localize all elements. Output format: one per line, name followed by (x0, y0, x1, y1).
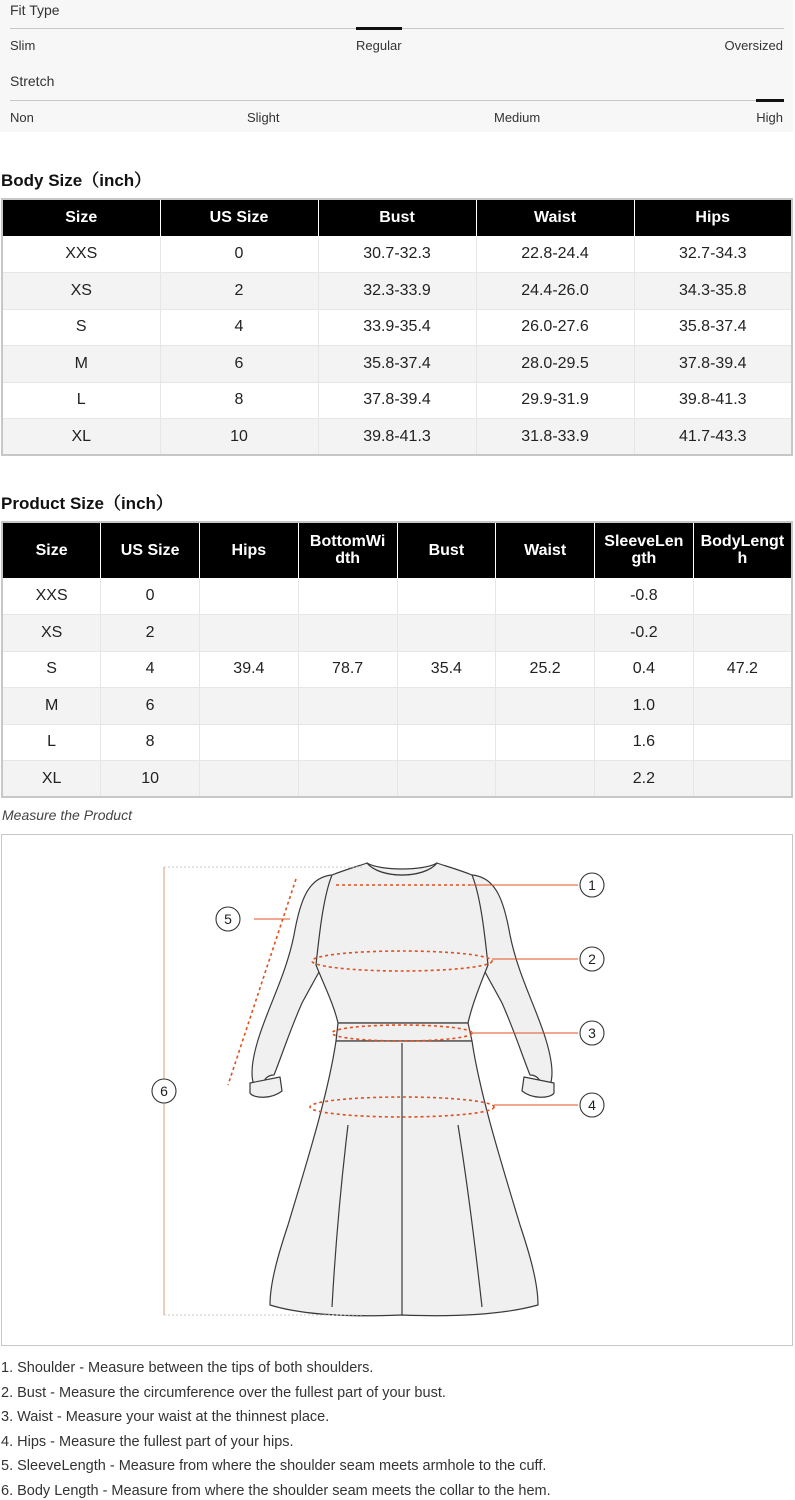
table-row (2, 724, 792, 761)
cell-us-size: 6 (101, 688, 200, 725)
table-row (2, 615, 792, 652)
cell-sleeve-length: 1.0 (595, 688, 694, 725)
marker-1-label: 1 (588, 877, 596, 893)
cell-waist: 26.0-27.6 (476, 309, 634, 346)
cell-hips: 34.3-35.8 (634, 273, 792, 310)
instruction-shoulder: 1. Shoulder - Measure between the tips of both shoulders. (1, 1360, 374, 1376)
cell-size: M (2, 688, 101, 725)
marker-2-label: 2 (588, 951, 596, 967)
cell-body-length (693, 578, 792, 615)
instruction-sleeve-length: 5. SleeveLength - Measure from where the shoulder seam meets armhole to the cuff. (1, 1458, 547, 1474)
cell-sleeve-length: -0.8 (595, 578, 694, 615)
cell-waist: 28.0-29.5 (476, 346, 634, 383)
header-us-size: US Size (101, 522, 200, 578)
header-us-size: US Size (160, 199, 318, 236)
cell-size: XS (2, 615, 101, 652)
table-row (2, 309, 792, 346)
stretch-indicator (756, 99, 784, 102)
body-size-table (1, 198, 793, 456)
cell-bottom-width (298, 761, 397, 798)
cell-bottom-width: 78.7 (298, 651, 397, 688)
cell-bust (397, 724, 496, 761)
cell-us-size: 0 (160, 236, 318, 273)
cell-waist: 29.9-31.9 (476, 382, 634, 419)
bodice (316, 863, 488, 1023)
header-sleeve-length: SleeveLen gth (595, 522, 694, 578)
cell-hips (200, 724, 299, 761)
measurement-diagram (1, 834, 793, 1346)
instruction-body-length: 6. Body Length - Measure from where the shoulder seam meets the collar to the hem. (1, 1482, 551, 1499)
stretch-option-slight: Slight (247, 110, 280, 125)
cell-size: S (2, 651, 101, 688)
cell-size: XXS (2, 578, 101, 615)
cell-us-size: 0 (101, 578, 200, 615)
fit-panel (0, 0, 793, 132)
cell-us-size: 4 (101, 651, 200, 688)
table-row (2, 346, 792, 383)
cell-bottom-width (298, 615, 397, 652)
skirt (270, 1041, 538, 1316)
cell-hips (200, 688, 299, 725)
fit-type-option-oversized: Oversized (724, 38, 783, 53)
cell-us-size: 4 (160, 309, 318, 346)
cell-size: L (2, 724, 101, 761)
stretch-option-non: Non (10, 110, 34, 125)
cell-waist (496, 578, 595, 615)
cell-bust: 35.4 (397, 651, 496, 688)
marker-3-label: 3 (588, 1025, 596, 1041)
cell-size: L (2, 382, 160, 419)
fit-type-option-regular: Regular (356, 38, 402, 53)
header-bust: Bust (318, 199, 476, 236)
cell-waist: 31.8-33.9 (476, 419, 634, 456)
cell-us-size: 10 (160, 419, 318, 456)
cell-size: XL (2, 761, 101, 798)
cell-us-size: 2 (101, 615, 200, 652)
cell-us-size: 6 (160, 346, 318, 383)
cell-bust: 30.7-32.3 (318, 236, 476, 273)
cell-bust: 32.3-33.9 (318, 273, 476, 310)
cell-size: S (2, 309, 160, 346)
product-size-table (1, 521, 793, 798)
cell-waist (496, 761, 595, 798)
cell-hips: 41.7-43.3 (634, 419, 792, 456)
dress-illustration (2, 835, 794, 1347)
cell-hips: 35.8-37.4 (634, 309, 792, 346)
header-waist: Waist (496, 522, 595, 578)
header-size: Size (2, 199, 160, 236)
cell-us-size: 10 (101, 761, 200, 798)
cell-waist: 22.8-24.4 (476, 236, 634, 273)
table-row (2, 273, 792, 310)
measurement-instructions (1, 1358, 793, 1500)
header-waist: Waist (476, 199, 634, 236)
fit-type-option-slim: Slim (10, 38, 36, 53)
cell-us-size: 8 (160, 382, 318, 419)
table-row (2, 419, 792, 456)
cell-bust: 39.8-41.3 (318, 419, 476, 456)
fit-type-title: Fit Type (10, 2, 60, 18)
cell-bust (397, 615, 496, 652)
stretch-track (10, 100, 784, 101)
header-bottom-width: BottomWi dth (298, 522, 397, 578)
cell-size: M (2, 346, 160, 383)
cell-waist (496, 615, 595, 652)
product-size-header-row (2, 522, 792, 578)
cell-bust: 35.8-37.4 (318, 346, 476, 383)
body-size-header-row (2, 199, 792, 236)
cell-bust (397, 578, 496, 615)
cell-body-length (693, 688, 792, 725)
cell-size: XXS (2, 236, 160, 273)
body-size-title: Body Size（inch） (1, 171, 152, 190)
cell-us-size: 2 (160, 273, 318, 310)
cell-hips (200, 761, 299, 798)
marker-5-label: 5 (224, 911, 232, 927)
stretch-option-medium: Medium (494, 110, 541, 125)
cell-size: XL (2, 419, 160, 456)
cell-body-length (693, 724, 792, 761)
cell-body-length (693, 761, 792, 798)
cell-bust: 37.8-39.4 (318, 382, 476, 419)
table-row (2, 578, 792, 615)
cell-bottom-width (298, 578, 397, 615)
cell-us-size: 8 (101, 724, 200, 761)
cell-size: XS (2, 273, 160, 310)
cell-waist: 24.4-26.0 (476, 273, 634, 310)
cell-sleeve-length: 0.4 (595, 651, 694, 688)
instruction-bust: 2. Bust - Measure the circumference over the fullest part of your bust. (1, 1384, 446, 1401)
cell-waist (496, 724, 595, 761)
fit-type-indicator (356, 27, 402, 30)
cell-sleeve-length: -0.2 (595, 615, 694, 652)
header-size: Size (2, 522, 101, 578)
cell-waist: 25.2 (496, 651, 595, 688)
header-bust: Bust (397, 522, 496, 578)
cell-sleeve-length: 2.2 (595, 761, 694, 798)
table-row (2, 761, 792, 798)
instruction-waist: 3. Waist - Measure your waist at the thinnest place. (1, 1409, 330, 1425)
table-row (2, 688, 792, 725)
table-row (2, 236, 792, 273)
cell-bottom-width (298, 724, 397, 761)
stretch-title: Stretch (10, 73, 55, 89)
cell-hips (200, 615, 299, 652)
stretch-option-high: High (756, 110, 783, 125)
cell-hips: 39.4 (200, 651, 299, 688)
cell-bottom-width (298, 688, 397, 725)
table-row (2, 382, 792, 419)
cell-body-length: 47.2 (693, 651, 792, 688)
instruction-hips: 4. Hips - Measure the fullest part of your hips. (1, 1433, 294, 1450)
cell-bust: 33.9-35.4 (318, 309, 476, 346)
header-body-length: BodyLengt h (693, 522, 792, 578)
cell-bust (397, 761, 496, 798)
cell-hips: 37.8-39.4 (634, 346, 792, 383)
header-hips: Hips (634, 199, 792, 236)
cell-hips (200, 578, 299, 615)
cell-body-length (693, 615, 792, 652)
cell-hips: 39.8-41.3 (634, 382, 792, 419)
header-hips: Hips (200, 522, 299, 578)
cell-waist (496, 688, 595, 725)
marker-4-label: 4 (588, 1097, 596, 1113)
marker-6-label: 6 (160, 1083, 168, 1099)
table-row (2, 651, 792, 688)
cell-hips: 32.7-34.3 (634, 236, 792, 273)
product-size-title: Product Size（inch） (1, 494, 173, 513)
cell-sleeve-length: 1.6 (595, 724, 694, 761)
measure-caption: Measure the Product (2, 807, 132, 823)
cell-bust (397, 688, 496, 725)
